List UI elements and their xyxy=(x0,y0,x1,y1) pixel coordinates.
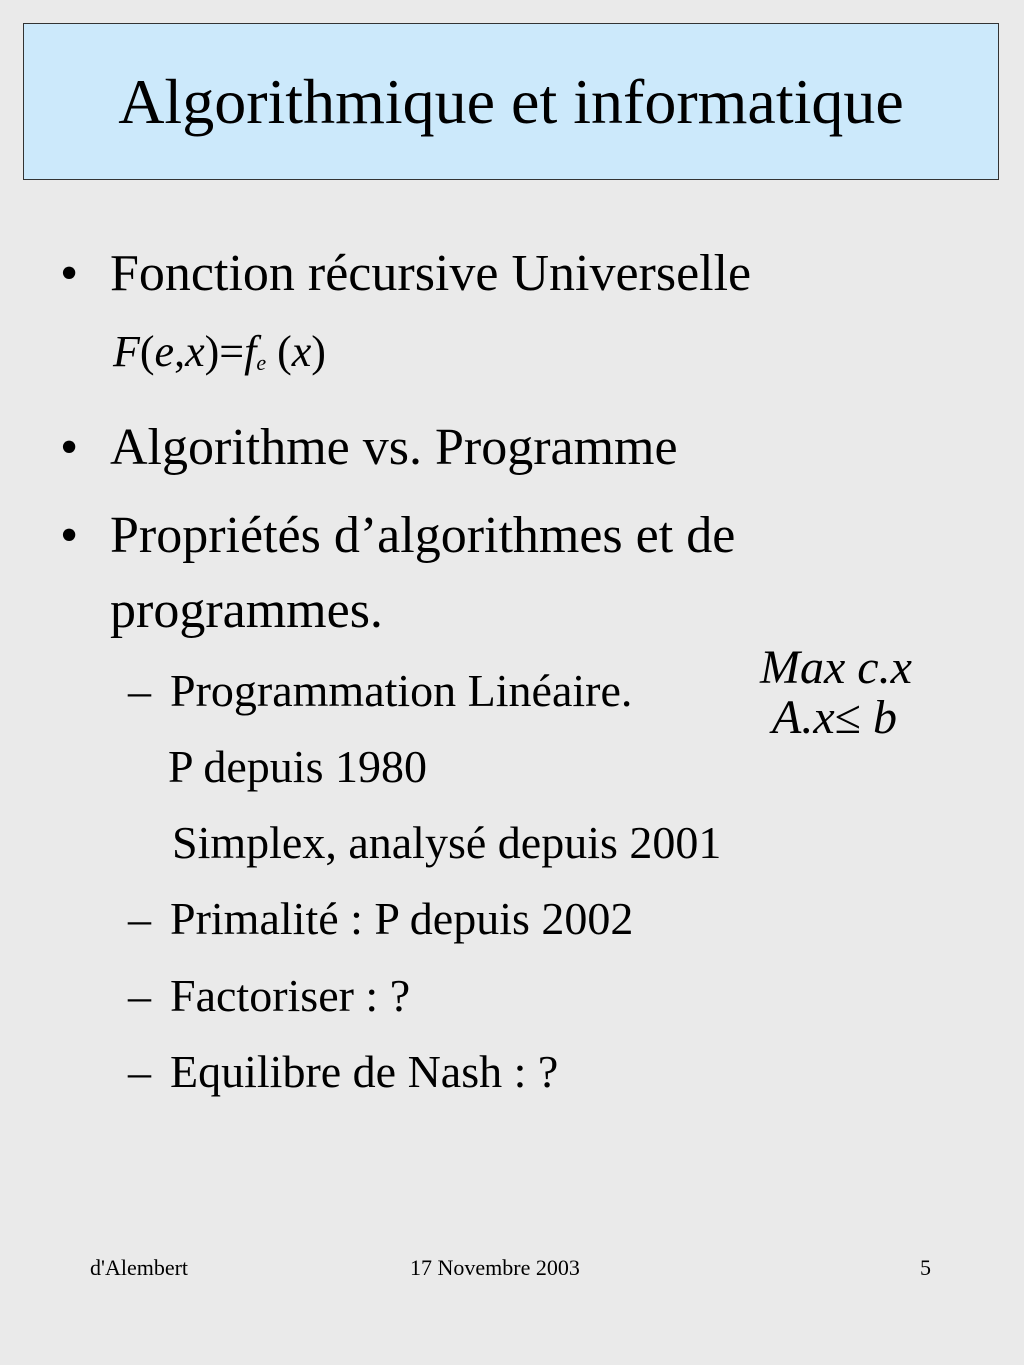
sub-p-depuis-1980: P depuis 1980 xyxy=(168,741,427,792)
formula-sub-e: e xyxy=(256,350,267,375)
sub-primalite: Primalité : P depuis 2002 xyxy=(170,893,634,944)
bullet-algorithme-vs-programme: Algorithme vs. Programme xyxy=(110,419,678,476)
formula-comma: , xyxy=(174,327,186,376)
sub-factoriser: Factoriser : ? xyxy=(170,970,411,1021)
bullet-fonction-recursive: Fonction récursive Universelle xyxy=(110,245,752,302)
dash-2: – xyxy=(128,893,151,944)
footer-date: 17 Novembre 2003 xyxy=(410,1255,580,1280)
title-box xyxy=(23,23,999,180)
slide-title: Algorithmique et informatique xyxy=(118,65,904,137)
sub-programmation-lineaire: Programmation Linéaire. xyxy=(170,665,633,716)
formula-e: e xyxy=(154,327,175,376)
formula-rparen-eq: )= xyxy=(204,327,245,376)
dash-3: – xyxy=(128,970,151,1021)
lp-constraint-rhs: b xyxy=(860,691,897,744)
bullet-proprietes-line1: Propriétés d’algorithmes et de xyxy=(110,507,736,564)
lp-constraint xyxy=(772,691,897,744)
sub-simplex: Simplex, analysé depuis 2001 xyxy=(172,817,722,868)
sub-equilibre-nash: Equilibre de Nash : ? xyxy=(170,1046,559,1097)
lp-constraint-lhs: A.x xyxy=(772,691,835,744)
formula-f: f xyxy=(244,327,257,376)
formula-universal-function xyxy=(113,327,326,376)
formula-lparen2: ( xyxy=(266,327,292,376)
lp-le-symbol: ≤ xyxy=(834,691,861,744)
bullet-proprietes-line2: programmes. xyxy=(110,582,383,639)
formula-rparen2: ) xyxy=(311,327,326,376)
bullet-dot-1: • xyxy=(60,245,79,302)
bullet-dot-2: • xyxy=(60,419,79,476)
footer-page-number: 5 xyxy=(920,1255,931,1280)
formula-x: x xyxy=(185,327,205,376)
dash-1: – xyxy=(128,665,151,716)
dash-4: – xyxy=(128,1046,151,1097)
bullet-dot-3: • xyxy=(60,507,79,564)
lp-objective: Max c.x xyxy=(760,641,912,694)
footer-author: d'Alembert xyxy=(90,1255,189,1280)
formula-F: F xyxy=(113,327,140,376)
formula-lparen: ( xyxy=(139,327,155,376)
formula-x2: x xyxy=(291,327,312,376)
